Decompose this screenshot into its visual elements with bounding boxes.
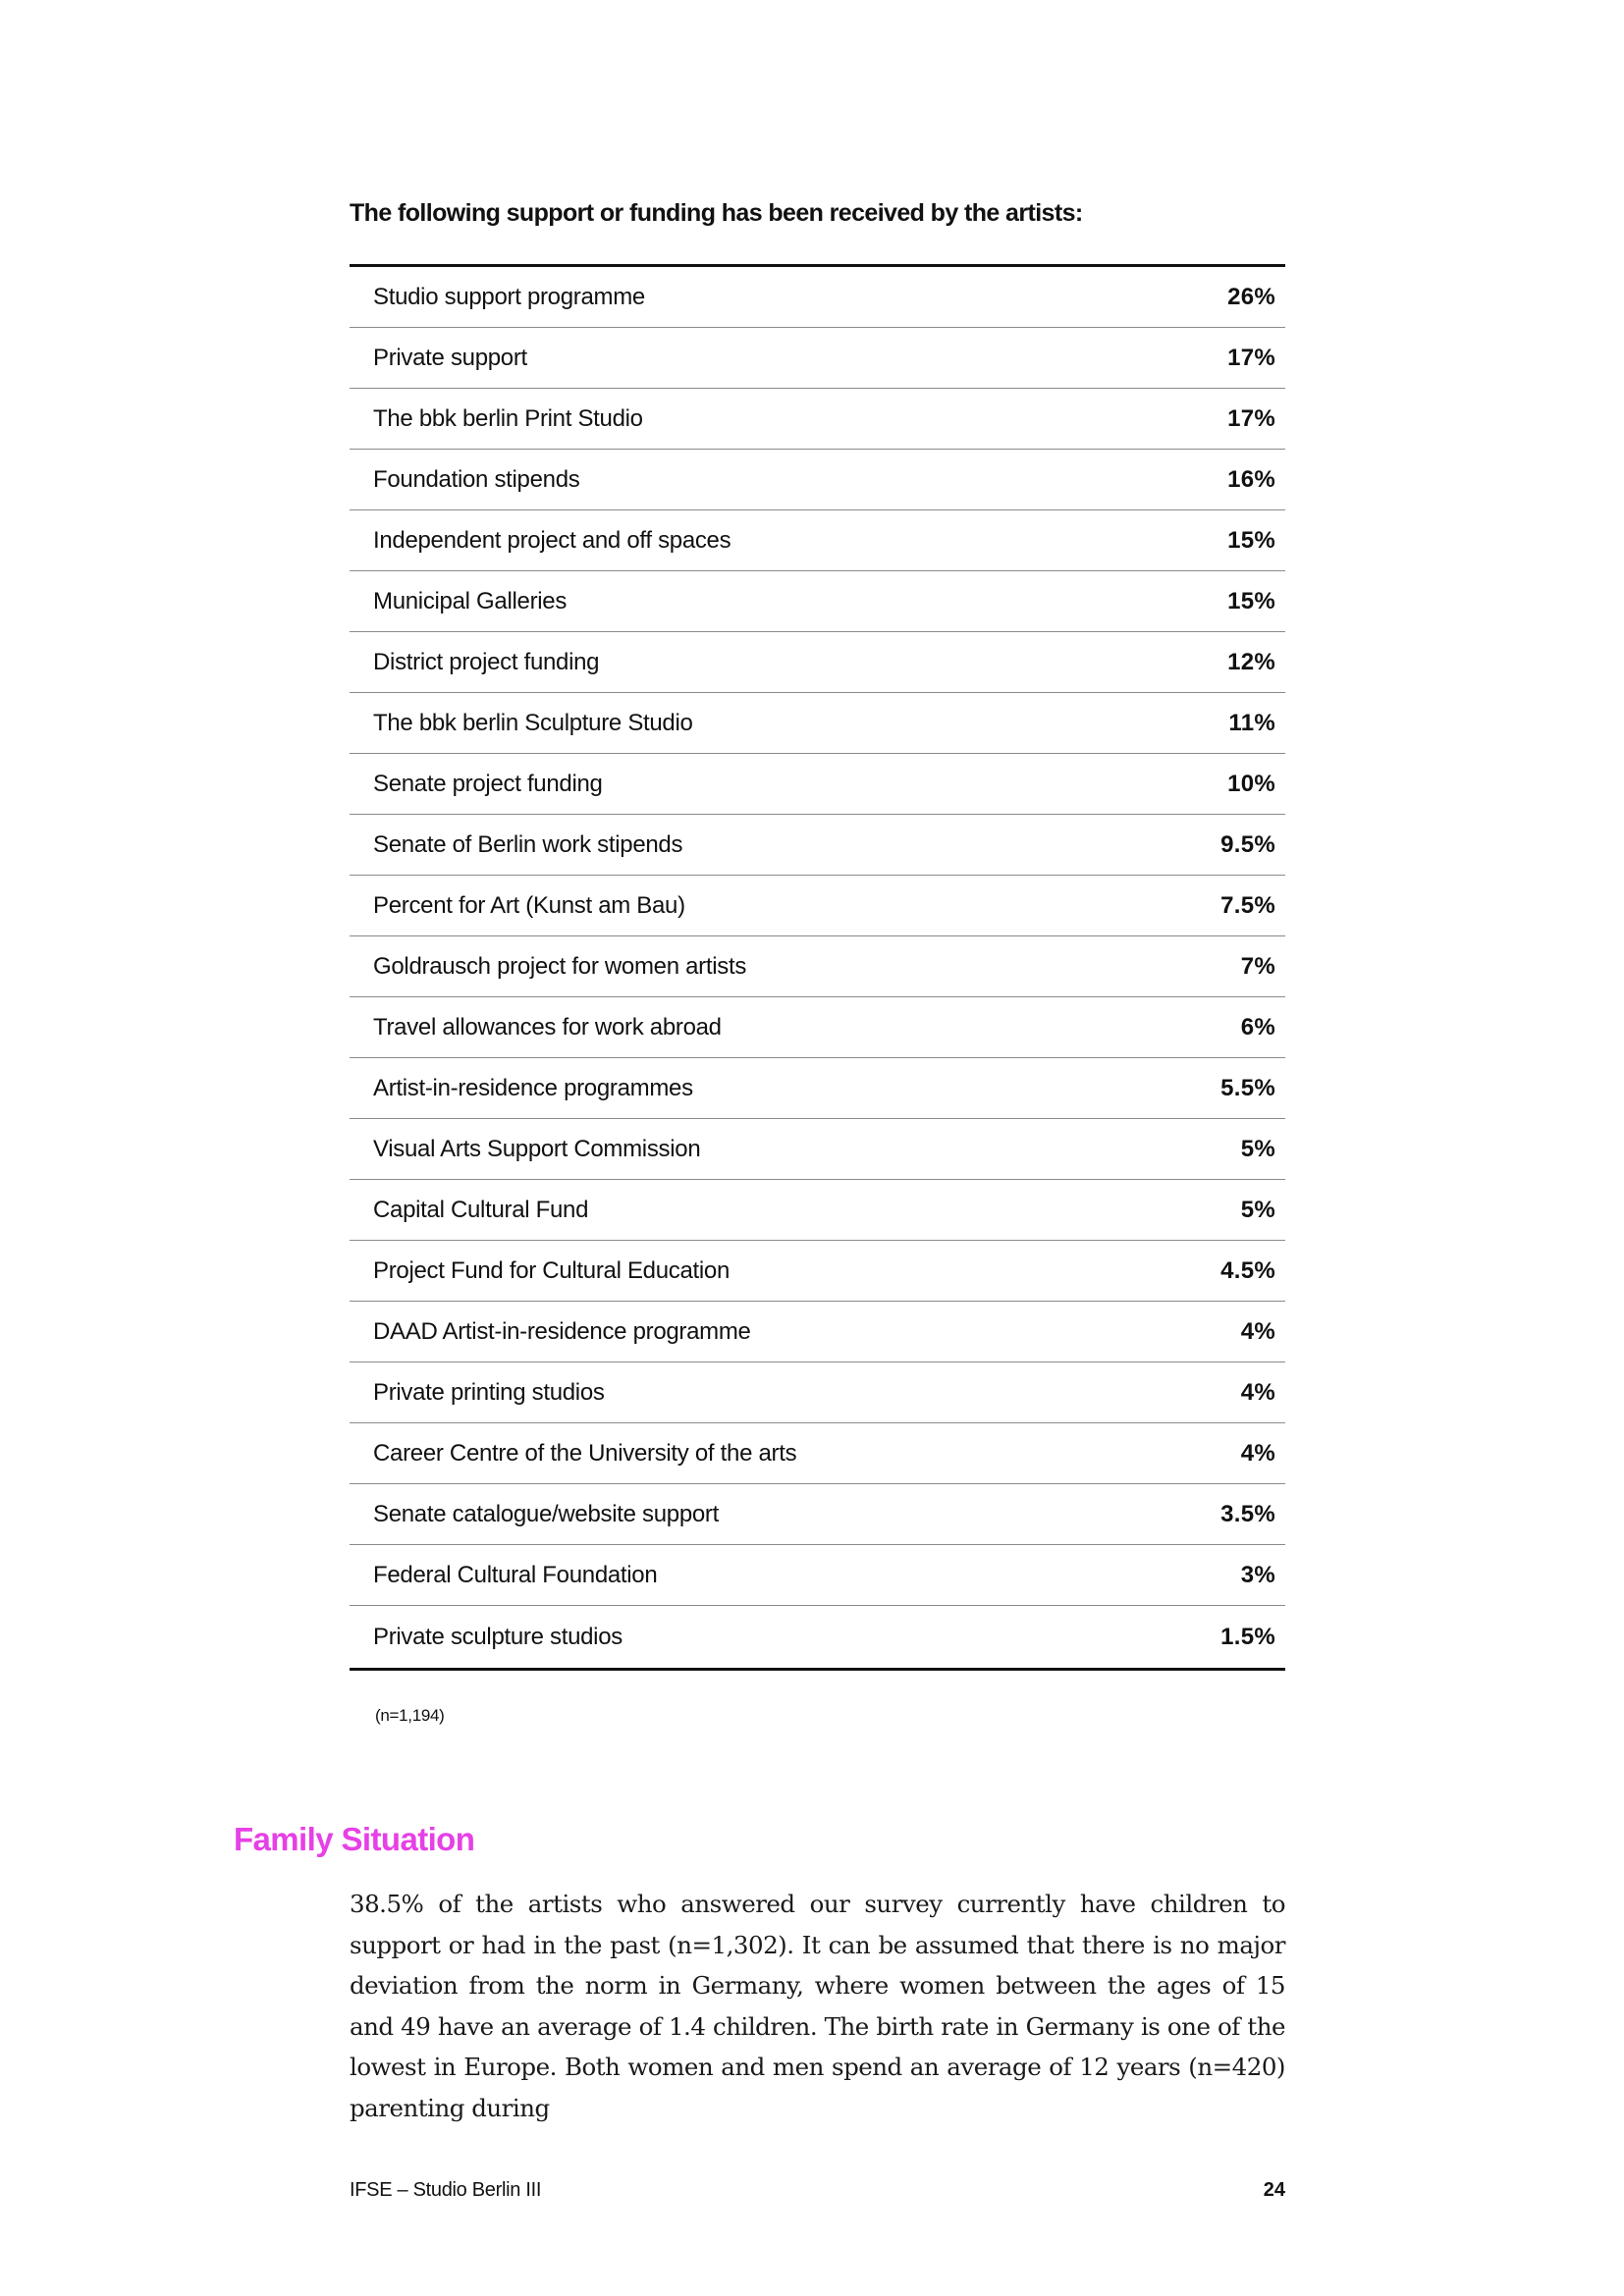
row-value: 11% [1228,709,1275,736]
table-row [350,876,1285,936]
row-value: 4% [1240,1317,1275,1345]
row-label: Municipal Galleries [373,587,568,614]
footer-publication-title: IFSE – Studio Berlin III [350,2179,542,2201]
row-value: 3.5% [1220,1500,1275,1527]
row-label: Independent project and off spaces [373,526,731,554]
row-label: The bbk berlin Sculpture Studio [373,709,693,736]
row-value: 7.5% [1220,891,1275,919]
table-row [350,815,1285,876]
table-row [350,754,1285,815]
row-value: 5% [1240,1196,1275,1223]
row-value: 4% [1240,1378,1275,1406]
table-row [350,997,1285,1058]
table-title: The following support or funding has been received by the artists: [350,199,1083,227]
section-heading: Family Situation [234,1821,475,1857]
table-row [350,1180,1285,1241]
row-value: 4% [1240,1439,1275,1467]
row-label: Private printing studios [373,1378,605,1406]
row-label: Percent for Art (Kunst am Bau) [373,891,685,919]
table-row [350,632,1285,693]
table-row [350,450,1285,510]
row-label: District project funding [373,648,600,675]
row-label: The bbk berlin Print Studio [373,404,643,432]
row-label: Foundation stipends [373,465,580,493]
row-label: Capital Cultural Fund [373,1196,589,1223]
row-value: 1.5% [1220,1623,1275,1650]
sample-size-note: (n=1,194) [375,1706,445,1725]
row-value: 5.5% [1220,1074,1275,1101]
row-value: 4.5% [1220,1256,1275,1284]
row-value: 3% [1240,1561,1275,1588]
row-value: 17% [1227,404,1275,432]
table-row [350,1545,1285,1606]
table-row [350,1302,1285,1362]
table-row [350,1484,1285,1545]
table-row [350,1241,1285,1302]
row-value: 12% [1227,648,1275,675]
row-value: 15% [1227,526,1275,554]
body-paragraph: 38.5% of the artists who answered our survey currently have children to support or had in the past (n=1,302). It can be assumed that there is no major deviation from the norm in Germany, where women between the ages of 15 and 49 have an average of 1.4 children. The birth rate in Germany is one of the lowest in Europe. Both women and men spend an average of 12 years (n=420) parenting during [350,1890,1285,2122]
table-row [350,1362,1285,1423]
row-label: Private sculpture studios [373,1623,623,1650]
row-value: 10% [1227,770,1275,797]
table-row [350,1423,1285,1484]
row-value: 9.5% [1220,830,1275,858]
table-row [350,571,1285,632]
row-label: DAAD Artist-in-residence programme [373,1317,751,1345]
row-label: Project Fund for Cultural Education [373,1256,731,1284]
row-label: Senate catalogue/website support [373,1500,719,1527]
row-value: 16% [1227,465,1275,493]
table-row [350,267,1285,328]
table-row [350,1058,1285,1119]
row-value: 17% [1227,344,1275,371]
table-row [350,1606,1285,1668]
table-row [350,1119,1285,1180]
support-table [350,264,1285,1671]
row-label: Visual Arts Support Commission [373,1135,701,1162]
row-value: 6% [1240,1013,1275,1041]
row-label: Goldrausch project for women artists [373,952,747,980]
row-label: Travel allowances for work abroad [373,1013,722,1041]
table-row [350,510,1285,571]
row-label: Career Centre of the University of the arts [373,1439,797,1467]
row-label: Senate project funding [373,770,603,797]
table-row [350,328,1285,389]
row-value: 15% [1227,587,1275,614]
row-label: Senate of Berlin work stipends [373,830,683,858]
row-label: Studio support programme [373,283,645,310]
table-row [350,389,1285,450]
row-label: Federal Cultural Foundation [373,1561,658,1588]
row-value: 26% [1227,283,1275,310]
row-label: Artist-in-residence programmes [373,1074,693,1101]
table-row [350,936,1285,997]
row-label: Private support [373,344,527,371]
row-value: 5% [1240,1135,1275,1162]
table-row [350,693,1285,754]
page-number: 24 [1263,2179,1285,2201]
row-value: 7% [1240,952,1275,980]
